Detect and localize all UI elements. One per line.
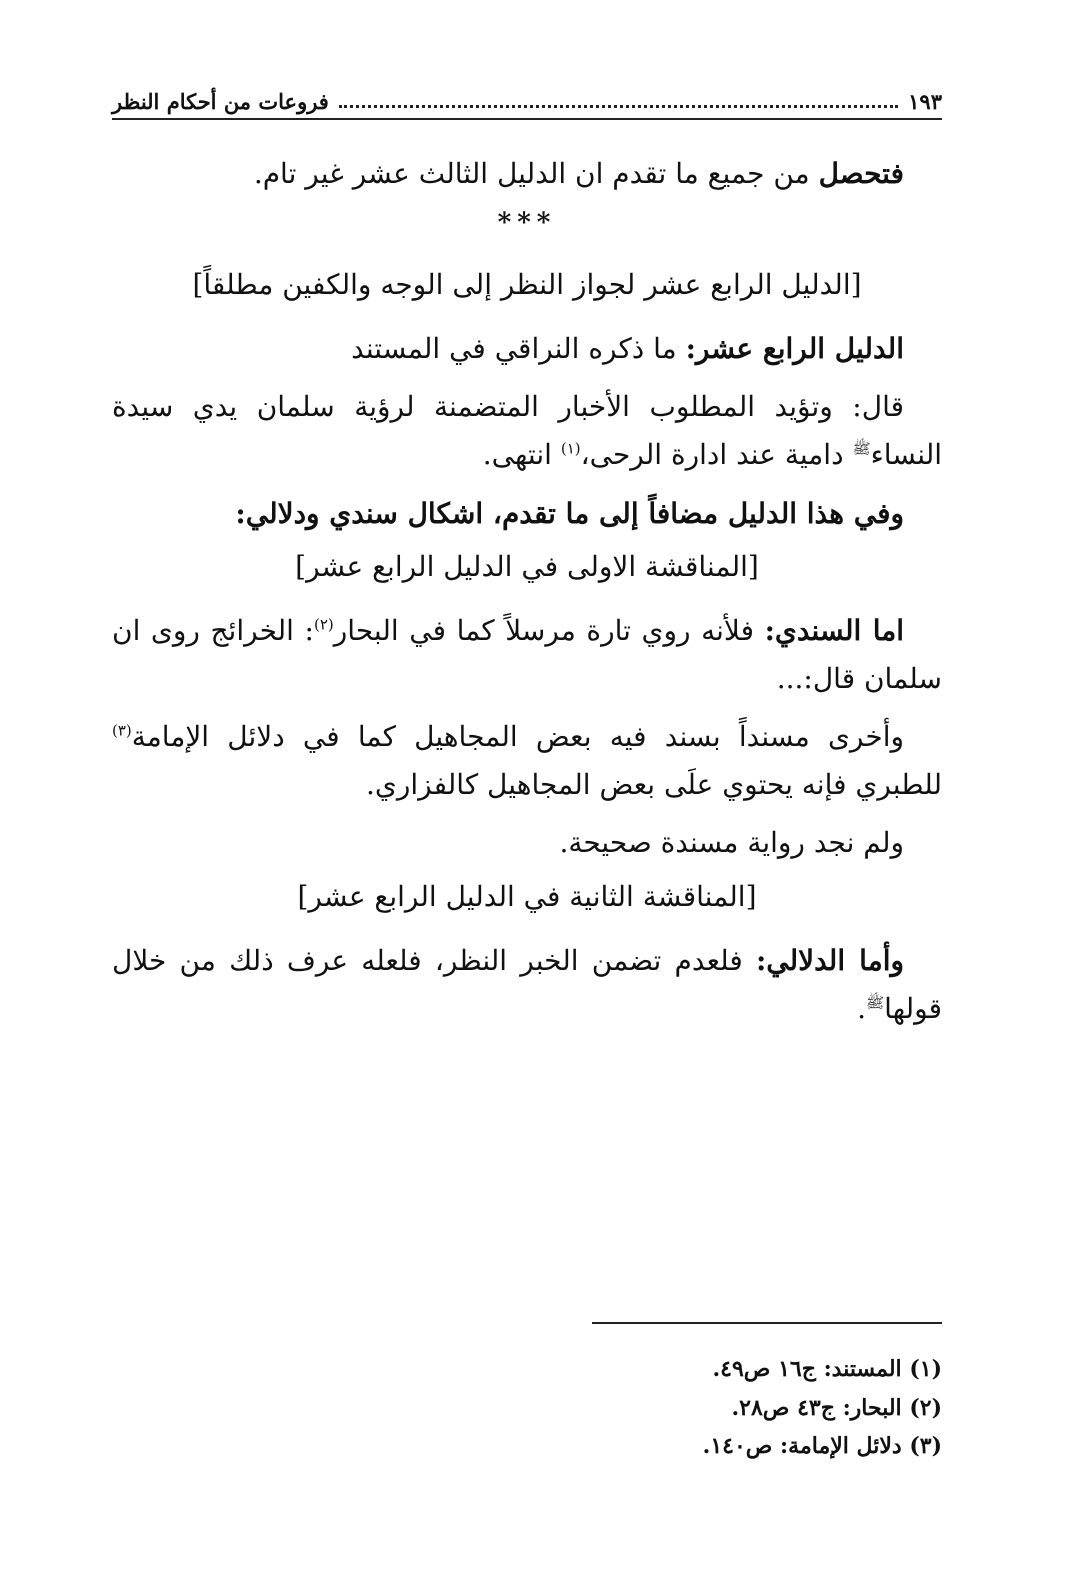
p3-text-a: قال: وتؤيد المطلوب الأخبار المتضمنة لرؤية سلمان يدي سيدة النساء — [112, 390, 942, 472]
footnotes — [342, 1350, 942, 1466]
p2-bold: الدليل الرابع عشر: — [685, 332, 904, 366]
paragraph-4: وفي هذا الدليل مضافاً إلى ما تقدم، اشكال سندي ودلالي: — [235, 496, 904, 530]
p8-bold: وأما الدلالي: — [755, 943, 904, 977]
paragraph-1 — [112, 150, 942, 198]
footnote-ref-2[interactable]: (٢) — [314, 615, 334, 634]
heading-second-discussion: [المناقشة الثانية في الدليل الرابع عشر] — [297, 879, 757, 913]
p3-text-c: انتهى. — [482, 438, 561, 472]
paragraph-6 — [112, 713, 942, 809]
p1-text: من جميع ما تقدم ان الدليل الثالث عشر غير تام. — [253, 157, 819, 190]
page-number: ١٩٣ — [908, 88, 942, 114]
footnote-separator — [592, 1322, 942, 1324]
section-separator: *** — [497, 208, 557, 239]
p5-text-a: فلأنه روي تارة مرسلاً كما في البحار — [333, 613, 765, 647]
p3-honorific: ﷺ — [852, 440, 871, 459]
paragraph-7: ولم نجد رواية مسندة صحيحة. — [559, 826, 904, 860]
heading-fourteenth-evidence: [الدليل الرابع عشر لجواز النظر إلى الوجه والكفين مطلقاً] — [192, 268, 862, 302]
footnote-3: (٣) دلائل الإمامة: ص١٤٠. — [702, 1433, 942, 1459]
p3-text-b: دامية عند ادارة الرحى، — [580, 438, 853, 472]
p6-text-a: وأخرى مسنداً بسند فيه بعض المجاهيل كما في دلائل الإمامة — [131, 720, 904, 754]
p5-text-b: : الخرائج روى ان سلمان قال:... — [112, 613, 942, 695]
page-body — [112, 150, 942, 1043]
header-dot-leader — [339, 104, 898, 108]
p5-bold: اما السندي: — [764, 613, 904, 647]
p6-text-b: للطبري فإنه يحتوي علَى بعض المجاهيل كالفزاري. — [366, 768, 942, 802]
header-title: فروعات من أحكام النظر — [112, 88, 329, 114]
paragraph-2 — [112, 325, 942, 373]
p8-honorific: ﷺ — [866, 993, 885, 1012]
p2-text: ما ذكره النراقي في المستند — [351, 332, 686, 366]
footnote-ref-3[interactable]: (٣) — [112, 721, 132, 740]
paragraph-5 — [112, 607, 942, 703]
paragraph-8 — [112, 937, 942, 1033]
p8-text-b: . — [857, 991, 867, 1025]
paragraph-3 — [112, 383, 942, 479]
running-header — [112, 84, 942, 120]
footnote-1: (١) المستند: ج١٦ ص٤٩. — [712, 1356, 942, 1382]
heading-first-discussion: [المناقشة الاولى في الدليل الرابع عشر] — [295, 549, 759, 583]
p8-text-a: فلعدم تضمن الخبر النظر، فلعله عرف ذلك من خلال قولها — [112, 943, 942, 1025]
p1-bold: فتحصل — [818, 157, 904, 190]
footnote-2: (٢) البحار: ج٤٣ ص٢٨. — [731, 1394, 942, 1421]
footnote-ref-1[interactable]: (١) — [560, 440, 581, 459]
